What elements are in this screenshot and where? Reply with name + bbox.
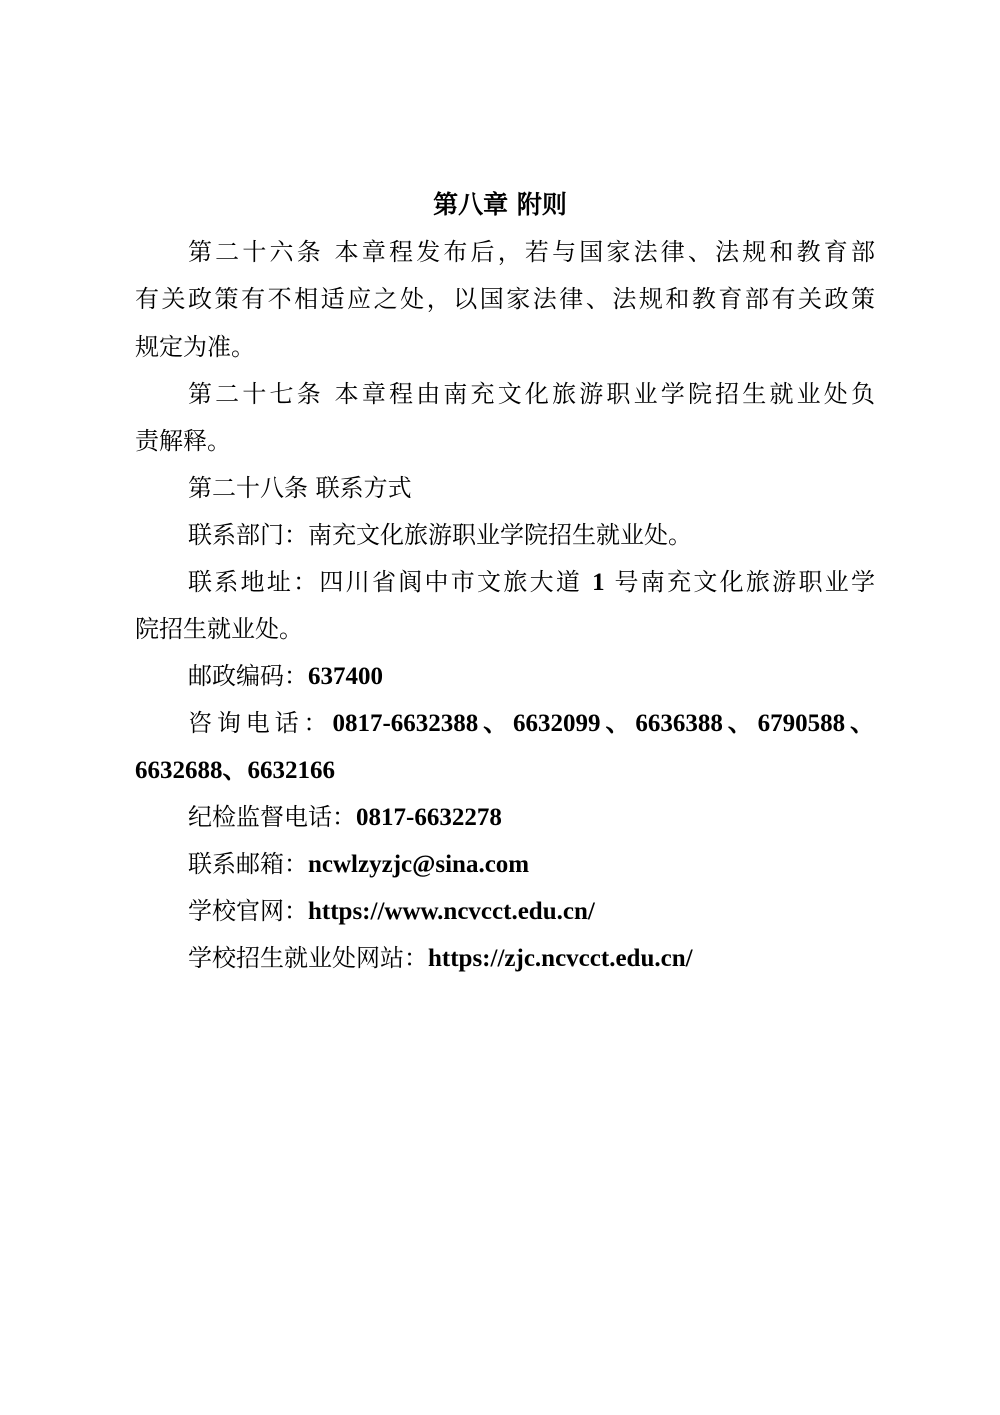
- contact-address-line-1: [188, 566, 875, 599]
- contact-admissions-website-label: 学校招生就业处网站：: [188, 944, 428, 972]
- contact-admissions-website: [188, 942, 875, 975]
- article-27-line-1: 第二十七条 本章程由南充文化旅游职业学院招生就业处负: [188, 380, 875, 408]
- contact-email-value[interactable]: ncwlzyzjc@sina.com: [308, 851, 530, 878]
- contact-address-part-b: 号南充文化旅游职业学: [614, 568, 876, 596]
- article-26-line-3: 规定为准。: [135, 333, 255, 361]
- contact-supervision-phone: [188, 801, 875, 834]
- contact-department: [188, 519, 875, 551]
- contact-website: [188, 895, 875, 928]
- contact-postcode-label: 邮政编码：: [188, 662, 308, 690]
- contact-supervision-value: 0817-6632278: [356, 804, 502, 831]
- contact-website-label: 学校官网：: [188, 897, 308, 925]
- contact-website-link[interactable]: https://www.ncvcct.edu.cn/: [308, 898, 595, 925]
- article-27-line-2: 责解释。: [135, 427, 231, 455]
- contact-phone-numbers-1: 0817-6632388、6632099、6636388、6790588、: [332, 710, 876, 737]
- contact-phone-line-1: [188, 707, 875, 740]
- contact-email-label: 联系邮箱：: [188, 850, 308, 878]
- contact-address-label: 联系地址：: [188, 568, 320, 596]
- contact-address-line-2: 院招生就业处。: [135, 615, 303, 643]
- contact-admissions-website-link[interactable]: https://zjc.ncvcct.edu.cn/: [428, 945, 693, 972]
- contact-phone-line-2: [135, 754, 875, 787]
- contact-postcode-value: 637400: [308, 663, 383, 690]
- article-26-line-1: 第二十六条 本章程发布后，若与国家法律、法规和教育部: [188, 238, 875, 266]
- contact-address-part-a: 四川省阆中市文旅大道: [319, 568, 583, 596]
- article-26-line-2: 有关政策有不相适应之处，以国家法律、法规和教育部有关政策: [135, 285, 875, 313]
- contact-department-label: 联系部门：: [188, 521, 308, 549]
- chapter-title: 第八章 附则: [433, 190, 567, 219]
- contact-phone-label: 咨询电话：: [188, 709, 333, 737]
- contact-supervision-label: 纪检监督电话：: [188, 803, 356, 831]
- contact-email: [188, 848, 875, 881]
- article-28-heading: 第二十八条 联系方式: [188, 474, 412, 502]
- contact-phone-numbers-2: 6632688、6632166: [135, 757, 336, 784]
- contact-address-number: 1: [592, 569, 605, 596]
- contact-department-value: 南充文化旅游职业学院招生就业处。: [308, 521, 692, 549]
- contact-postcode: [188, 660, 875, 693]
